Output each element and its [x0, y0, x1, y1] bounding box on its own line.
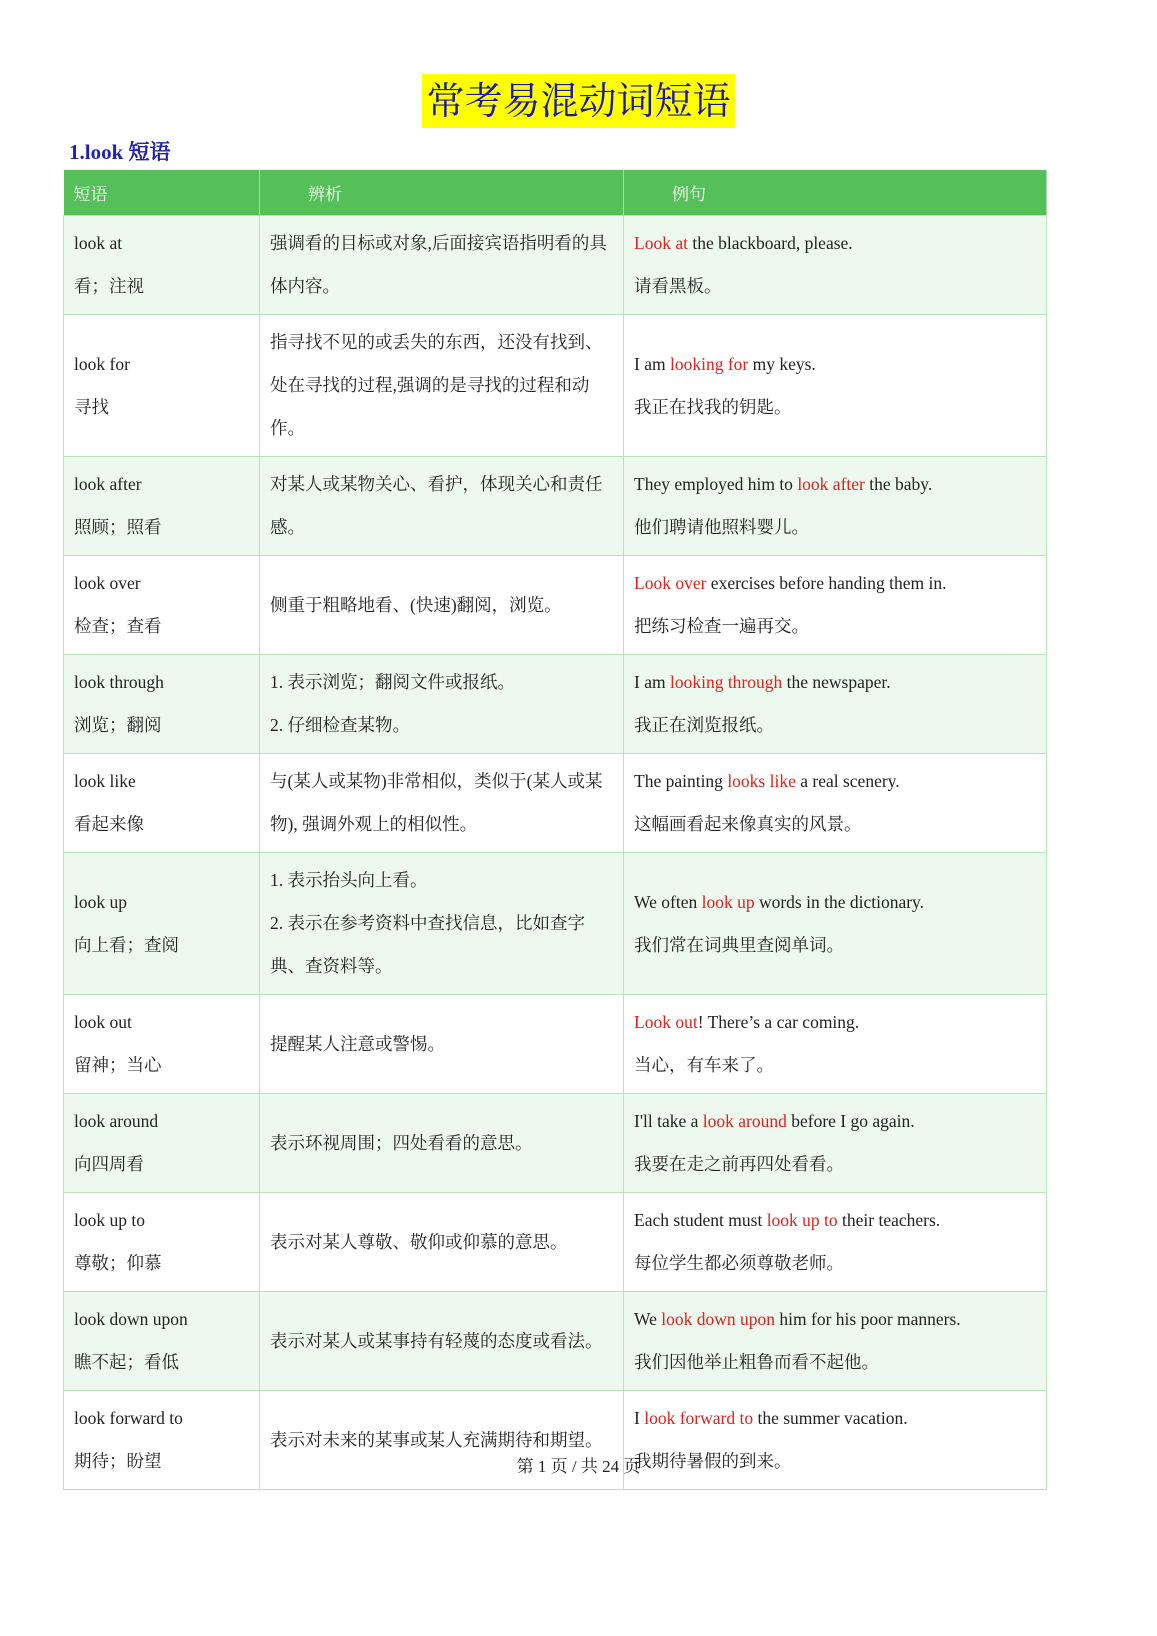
analysis-cell: [260, 995, 624, 1094]
phrase: look around: [74, 1111, 159, 1131]
example-sentence: [634, 343, 1036, 386]
phrase-cell: [64, 216, 260, 315]
table-row: [64, 995, 1047, 1094]
phrase-meaning: 期待；盼望: [74, 1451, 162, 1471]
section-heading: 1.look 短语: [69, 140, 171, 164]
highlighted-phrase: look up: [701, 891, 755, 912]
page-title: 常考易混动词短语: [422, 74, 734, 128]
sentence-text: I: [634, 1408, 645, 1428]
analysis-text: 1. 表示抬头向上看。: [270, 870, 428, 890]
phrase-cell: [64, 457, 260, 556]
sentence-text: a real scenery.: [795, 771, 900, 791]
phrase: look at: [74, 233, 123, 253]
example-sentence: [634, 222, 1036, 265]
example-translation: 我们因他举止粗鲁而看不起他。: [634, 1352, 879, 1372]
phrase: look after: [74, 474, 142, 494]
analysis-cell: [260, 655, 624, 754]
example-cell: [624, 1292, 1047, 1391]
analysis-text: 表示对未来的某事或某人充满期待和期望。: [270, 1429, 603, 1450]
analysis-text: 2. 仔细检查某物。: [270, 715, 410, 735]
table-row: [64, 315, 1047, 457]
analysis-text: 表示环视周围；四处看看的意思。: [270, 1132, 533, 1153]
phrase-meaning: 浏览；翻阅: [74, 715, 162, 735]
sentence-text: the newspaper.: [782, 672, 891, 692]
phrase-meaning: 尊敬；仰慕: [74, 1253, 162, 1273]
phrase: look through: [74, 672, 164, 692]
example-sentence: [634, 1100, 1036, 1143]
highlighted-phrase: Look over: [634, 573, 707, 593]
sentence-text: Each student must: [634, 1210, 767, 1230]
header-example: 例句: [624, 170, 1047, 216]
analysis-text: 与(某人或某物)非常相似，类似于(某人或某物), 强调外观上的相似性。: [270, 771, 603, 834]
table-row: [64, 556, 1047, 655]
example-translation: 我们常在词典里查阅单词。: [634, 934, 844, 955]
example-translation: 我正在浏览报纸。: [634, 715, 774, 735]
example-sentence: [634, 1298, 1036, 1341]
example-cell: [624, 315, 1047, 457]
sentence-text: They employed him to: [634, 474, 798, 494]
phrase-cell: [64, 1094, 260, 1193]
analysis-cell: [260, 315, 624, 457]
sentence-text: exercises before handing them in.: [706, 573, 947, 593]
sentence-text: We: [634, 1309, 662, 1329]
phrase-cell: [64, 853, 260, 995]
example-cell: [624, 556, 1047, 655]
phrase: look down upon: [74, 1309, 188, 1329]
table-row: [64, 754, 1047, 853]
phrase: look forward to: [74, 1408, 183, 1428]
example-cell: [624, 995, 1047, 1094]
sentence-text: the blackboard, please.: [687, 233, 853, 253]
example-translation: 我正在找我的钥匙。: [634, 396, 792, 417]
example-sentence: [634, 562, 1036, 605]
table-body: [64, 216, 1047, 1490]
analysis-text: 指寻找不见的或丢失的东西，还没有找到、处在寻找的过程,强调的是寻找的过程和动作。: [270, 332, 603, 438]
example-sentence: [634, 463, 1036, 506]
header-analysis: 辨析: [260, 170, 624, 216]
sentence-text: my keys.: [748, 353, 816, 374]
analysis-text: 表示对某人或某事持有轻蔑的态度或看法。: [270, 1330, 603, 1351]
example-sentence: [634, 661, 1036, 704]
sentence-text: I am: [634, 353, 670, 374]
highlighted-phrase: look up to: [766, 1210, 838, 1230]
phrase-meaning: 留神；当心: [74, 1055, 162, 1075]
phrase-cell: [64, 995, 260, 1094]
example-cell: [624, 655, 1047, 754]
highlighted-phrase: looks like: [727, 771, 796, 791]
example-sentence: [634, 1001, 1036, 1044]
sentence-text: him for his poor manners.: [775, 1309, 961, 1329]
example-sentence: [634, 881, 1036, 924]
example-translation: 我要在走之前再四处看看。: [634, 1154, 844, 1174]
sentence-text: I am: [634, 672, 670, 692]
analysis-cell: [260, 853, 624, 995]
phrase: look like: [74, 771, 136, 791]
highlighted-phrase: looking for: [669, 353, 749, 374]
sentence-text: ! There’s a car coming.: [697, 1012, 860, 1032]
example-cell: [624, 754, 1047, 853]
phrase: look up: [74, 891, 127, 912]
phrase: look out: [74, 1012, 132, 1032]
analysis-text: 表示对某人尊敬、敬仰或仰慕的意思。: [270, 1231, 568, 1252]
example-translation: 请看黑板。: [634, 276, 722, 296]
table-header: [64, 170, 1047, 216]
analysis-cell: [260, 556, 624, 655]
phrase-meaning: 检查；查看: [74, 616, 162, 636]
example-translation: 他们聘请他照料婴儿。: [634, 517, 809, 537]
analysis-text: 强调看的目标或对象,后面接宾语指明看的具体内容。: [270, 233, 607, 296]
highlighted-phrase: look after: [797, 474, 865, 494]
highlighted-phrase: Look out: [634, 1012, 698, 1032]
phrase-cell: [64, 655, 260, 754]
phrase-meaning: 照顾；照看: [74, 517, 162, 537]
table-row: [64, 655, 1047, 754]
example-translation: 每位学生都必须尊敬老师。: [634, 1253, 844, 1273]
table-row: [64, 1193, 1047, 1292]
example-sentence: [634, 1199, 1036, 1242]
sentence-text: I'll take a: [634, 1111, 703, 1131]
example-translation: 把练习检查一遍再交。: [634, 616, 809, 636]
analysis-cell: [260, 457, 624, 556]
phrase-cell: [64, 1292, 260, 1391]
analysis-text: 1. 表示浏览；翻阅文件或报纸。: [270, 672, 515, 692]
table-row: [64, 1094, 1047, 1193]
header-phrase: 短语: [64, 170, 260, 216]
phrase: look for: [74, 353, 130, 374]
sentence-text: words in the dictionary.: [754, 891, 925, 912]
example-cell: [624, 216, 1047, 315]
example-cell: [624, 1094, 1047, 1193]
sentence-text: We often: [634, 891, 702, 912]
analysis-text: 对某人或某物关心、看护，体现关心和责任感。: [270, 474, 603, 537]
phrase-table: [63, 170, 1047, 1490]
phrase-meaning: 寻找: [74, 396, 109, 417]
sentence-text: The painting: [634, 771, 728, 791]
table-row: [64, 853, 1047, 995]
phrase: look up to: [74, 1210, 145, 1230]
phrase-cell: [64, 1193, 260, 1292]
analysis-cell: [260, 1193, 624, 1292]
example-sentence: [634, 1397, 1036, 1440]
phrase-meaning: 瞧不起；看低: [74, 1352, 179, 1372]
phrase-cell: [64, 556, 260, 655]
phrase-meaning: 向上看；查阅: [74, 934, 179, 955]
phrase-meaning: 向四周看: [74, 1154, 144, 1174]
sentence-text: the baby.: [864, 474, 933, 494]
title-container: [0, 74, 1157, 128]
analysis-text: 提醒某人注意或警惕。: [270, 1033, 445, 1054]
table-row: [64, 216, 1047, 315]
table-row: [64, 457, 1047, 556]
analysis-text: 侧重于粗略地看、(快速)翻阅，浏览。: [270, 594, 562, 615]
sentence-text: before I go again.: [786, 1111, 915, 1131]
analysis-cell: [260, 1292, 624, 1391]
page-footer: 第 1 页 / 共 24 页: [516, 1457, 641, 1476]
analysis-cell: [260, 216, 624, 315]
example-sentence: [634, 760, 1036, 803]
phrase-meaning: 看起来像: [74, 814, 144, 834]
example-cell: [624, 1193, 1047, 1292]
phrase-cell: [64, 315, 260, 457]
highlighted-phrase: Look at: [634, 233, 688, 253]
sentence-text: the summer vacation.: [753, 1408, 908, 1428]
phrase-cell: [64, 754, 260, 853]
sentence-text: their teachers.: [837, 1210, 941, 1230]
example-translation: 这幅画看起来像真实的风景。: [634, 814, 862, 834]
example-cell: [624, 457, 1047, 556]
analysis-cell: [260, 1094, 624, 1193]
phrase-meaning: 看；注视: [74, 276, 144, 296]
highlighted-phrase: look around: [702, 1111, 787, 1131]
highlighted-phrase: look down upon: [661, 1309, 776, 1329]
example-translation: 当心，有车来了。: [634, 1055, 774, 1075]
analysis-text: 2. 表示在参考资料中查找信息，比如查字典、查资料等。: [270, 913, 585, 976]
example-translation: 我期待暑假的到来。: [634, 1451, 792, 1471]
highlighted-phrase: looking through: [669, 672, 783, 692]
table-row: [64, 1292, 1047, 1391]
highlighted-phrase: look forward to: [644, 1408, 754, 1428]
phrase: look over: [74, 573, 141, 593]
example-cell: [624, 853, 1047, 995]
analysis-cell: [260, 754, 624, 853]
